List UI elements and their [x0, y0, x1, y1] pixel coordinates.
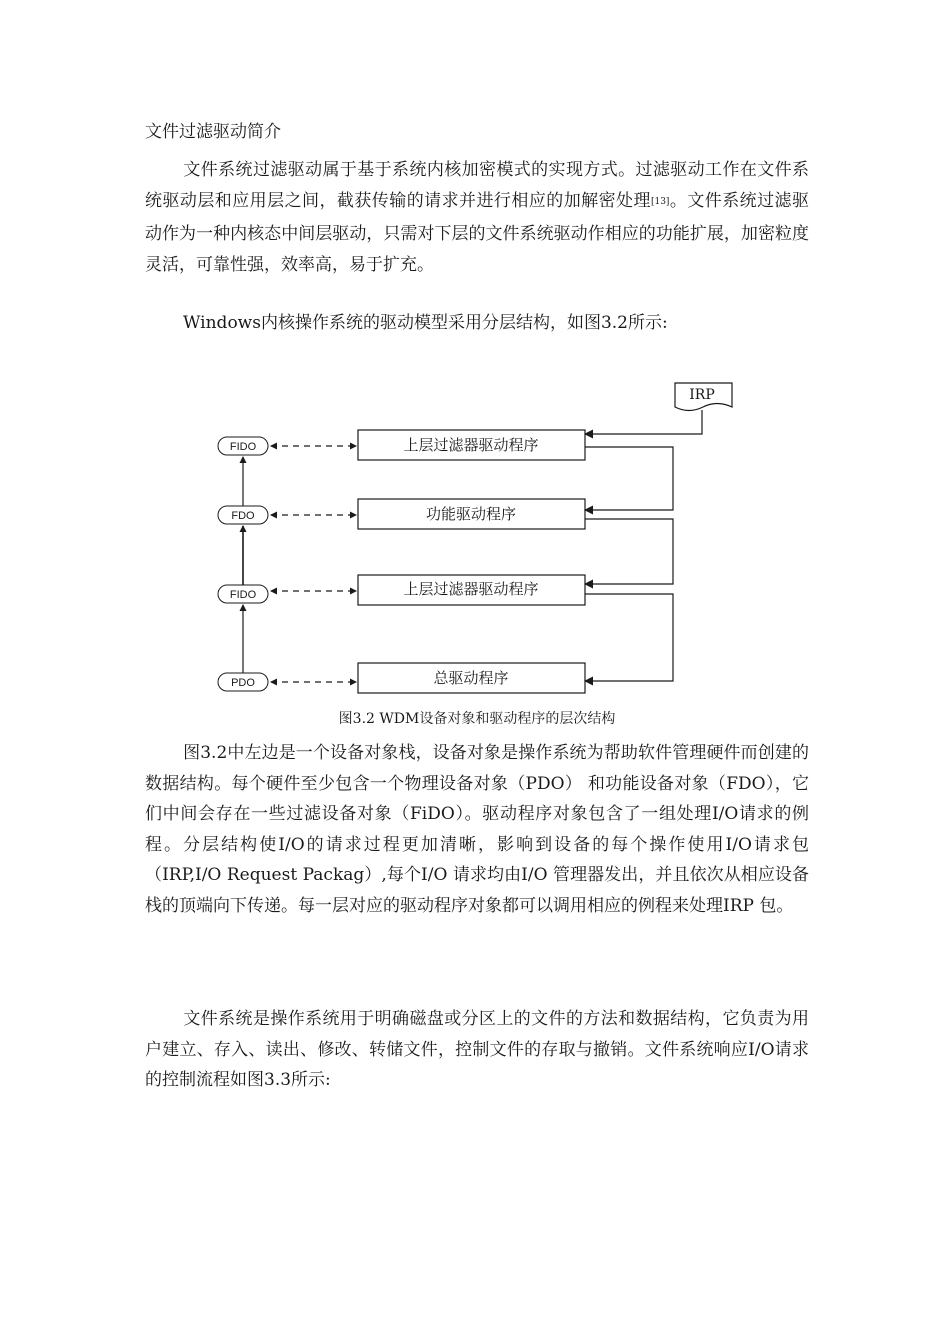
irp-document: [675, 383, 732, 411]
figure-wdm-layers: [205, 378, 745, 700]
paragraph-driver-model-text: Windows内核操作系统的驱动模型采用分层结构，如图3.2所示:: [183, 313, 668, 333]
citation-marker: [13]: [650, 196, 670, 207]
irp-label: IRP: [689, 387, 715, 403]
paragraph-intro-text-cont: 。文件系统过滤驱动作为一种内核态中间层驱动，只需对下层的文件系统驱动作相应的功能扩展，加密粒度灵活，可靠性强，效率高，易于扩充。: [145, 190, 810, 275]
figure-caption: 图3.2 WDM设备对象和驱动程序的层次结构: [338, 711, 616, 727]
paragraph-intro-text: 文件系统过滤驱动属于基于系统内核加密模式的实现方式。过滤驱动工作在文件系统驱动层和应用层之间，截获传输的请求并进行相应的加解密处理: [145, 160, 809, 211]
device-object-label: PDO: [231, 677, 255, 689]
paragraph-file-system: [145, 1004, 809, 1096]
driver-box-label: 功能驱动程序: [425, 505, 517, 523]
paragraph-intro: [145, 155, 809, 280]
driver-box-label: 上层过滤器驱动程序: [403, 580, 539, 598]
driver-box-label: 总驱动程序: [433, 669, 509, 687]
device-object-label: FIDO: [229, 441, 257, 453]
paragraph-driver-model: [145, 308, 809, 339]
paragraph-device-stack: [145, 738, 809, 921]
wdm-diagram: [205, 378, 745, 700]
paragraph-file-system-text: 文件系统是操作系统用于明确磁盘或分区上的文件的方法和数据结构，它负责为用户建立、存入、读出、修改、转储文件，控制文件的存取与撤销。文件系统响应I/O请求的控制流程如图3.3所示:: [145, 1009, 809, 1090]
device-object-label: FDO: [231, 510, 255, 522]
device-object-label: FIDO: [229, 589, 257, 601]
driver-box-label: 上层过滤器驱动程序: [403, 436, 539, 454]
section-heading: 文件过滤驱动简介: [145, 122, 281, 142]
paragraph-device-stack-text: 图3.2中左边是一个设备对象栈，设备对象是操作系统为帮助软件管理硬件而创建的数据结构。每个硬件至少包含一个物理设备对象（PDO） 和功能设备对象（FDO），它们中间会存在一些过滤设备对象（FiDO）。驱动程序对象包含了一组处理I/O请求的例程。分层结构使I/O的请求过程更加清晰，影响到设备的每个操作使用I/O请求包（IRP,I/O Request Packag）,每个I/O 请求均由I/O 管理器发出，并且依次从相应设备栈的顶端向下传递。每一层对应的驱动程序对象都可以调用相应的例程来处理IRP 包。: [145, 743, 809, 916]
